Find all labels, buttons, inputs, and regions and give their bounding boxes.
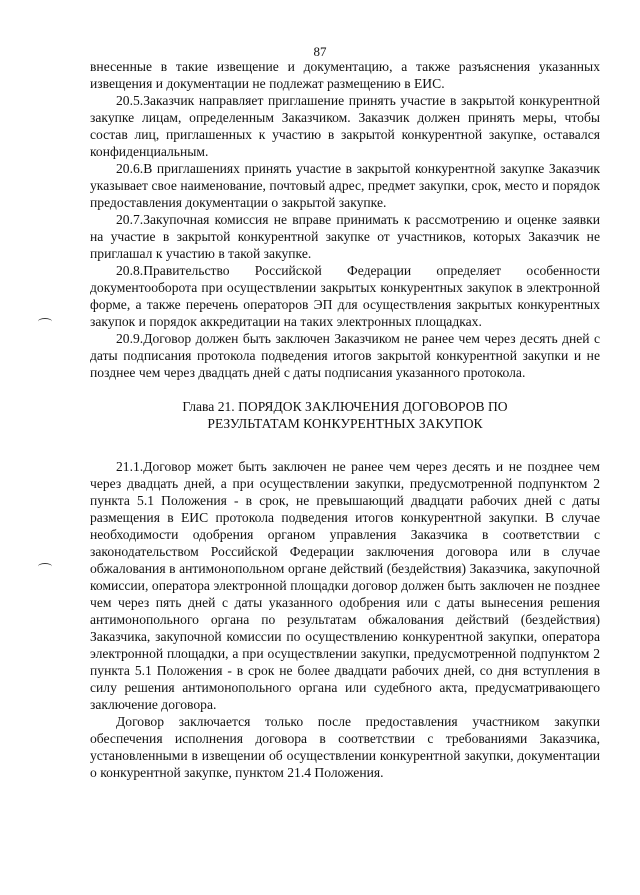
paragraph-contract-conclusion: Договор заключается только после предоставления участником закупки обеспечения исполнения договора в соответствии с требованиями Заказчика, установленными в извещении об осуществлении конкурентной закупки, документации о конкурентной закупке, пунктом 21.4 Положения. (90, 714, 600, 780)
paragraph-20-7: 20.7.Закупочная комиссия не вправе принимать к рассмотрению и оценке заявки на участие в закрытой конкурентной закупке от участников, которых Заказчик не приглашал к участию в такой закупке. (90, 212, 600, 261)
page-number: 87 (313, 44, 327, 59)
chapter-heading-line-2: РЕЗУЛЬТАТАМ КОНКУРЕНТНЫХ ЗАКУПОК (207, 416, 483, 431)
paragraph-21-1: 21.1.Договор может быть заключен не ранее чем через десять и не позднее чем через двадцать дней, а при осуществлении закупки, предусмотренной подпунктом 2 пункта 5.1 Положения - в срок, не превышающий двадцати рабочих дней с даты размещения в ЕИС протокола подведения итогов конкурентной закупки. В случае необходимости одобрения органом управления Заказчика в соответствии с законодательством Российской Федерации заключения договора или в случае обжалования в антимонопольном органе действий (бездействия) Заказчика, закупочной комиссии, оператора электронной площадки договор должен быть заключен не позднее чем через пять дней с даты указанного одобрения или с даты вынесения решения антимонопольного органа по результатам обжалования действий (бездействия) Заказчика, закупочной комиссии по осуществлению конкурентной закупки, оператора электронной площадки, а при осуществлении закупки, предусмотренной подпунктом 2 пункта 5.1 Положения - в срок не более двадцати рабочих дней, со дня вступления в силу решения антимонопольного органа или судебного акта, предусматривающего заключение договора. (90, 459, 600, 712)
document-body (90, 58, 600, 781)
paragraph-20-9: 20.9.Договор должен быть заключен Заказчиком не ранее чем через десять дней с даты подписания протокола подведения итогов закрытой конкурентной закупки и не позднее чем через двадцать дней с даты подписания указанного протокола. (90, 331, 600, 380)
chapter-heading-line-1: Глава 21. ПОРЯДОК ЗАКЛЮЧЕНИЯ ДОГОВОРОВ ПО (182, 399, 508, 414)
paragraph-20-8: 20.8.Правительство Российской Федерации определяет особенности документооборота при осуществлении закрытых конкурентных закупок в электронной форме, а также перечень операторов ЭП для осуществления закрытых конкурентных закупок и порядок аккредитации на таких электронных площадках. (90, 263, 600, 329)
paragraph-20-5: 20.5.Заказчик направляет приглашение принять участие в закрытой конкурентной закупке лицам, определенным Заказчиком. Заказчик должен принять меры, чтобы состав лиц, приглашенных к участию в закрытой конкурентной закупке, оставался конфиденциальным. (90, 93, 600, 159)
margin-mark (38, 563, 52, 570)
paragraph-20-6: 20.6.В приглашениях принять участие в закрытой конкурентной закупке Заказчик указывает свое наименование, почтовый адрес, предмет закупки, срок, место и порядок предоставления документации о закрытой закупке. (90, 161, 600, 210)
chapter-heading (90, 398, 600, 432)
margin-mark (38, 318, 52, 325)
paragraph-continuation: внесенные в такие извещение и документацию, а также разъяснения указанных извещения и документации не подлежат размещению в ЕИС. (90, 59, 600, 91)
